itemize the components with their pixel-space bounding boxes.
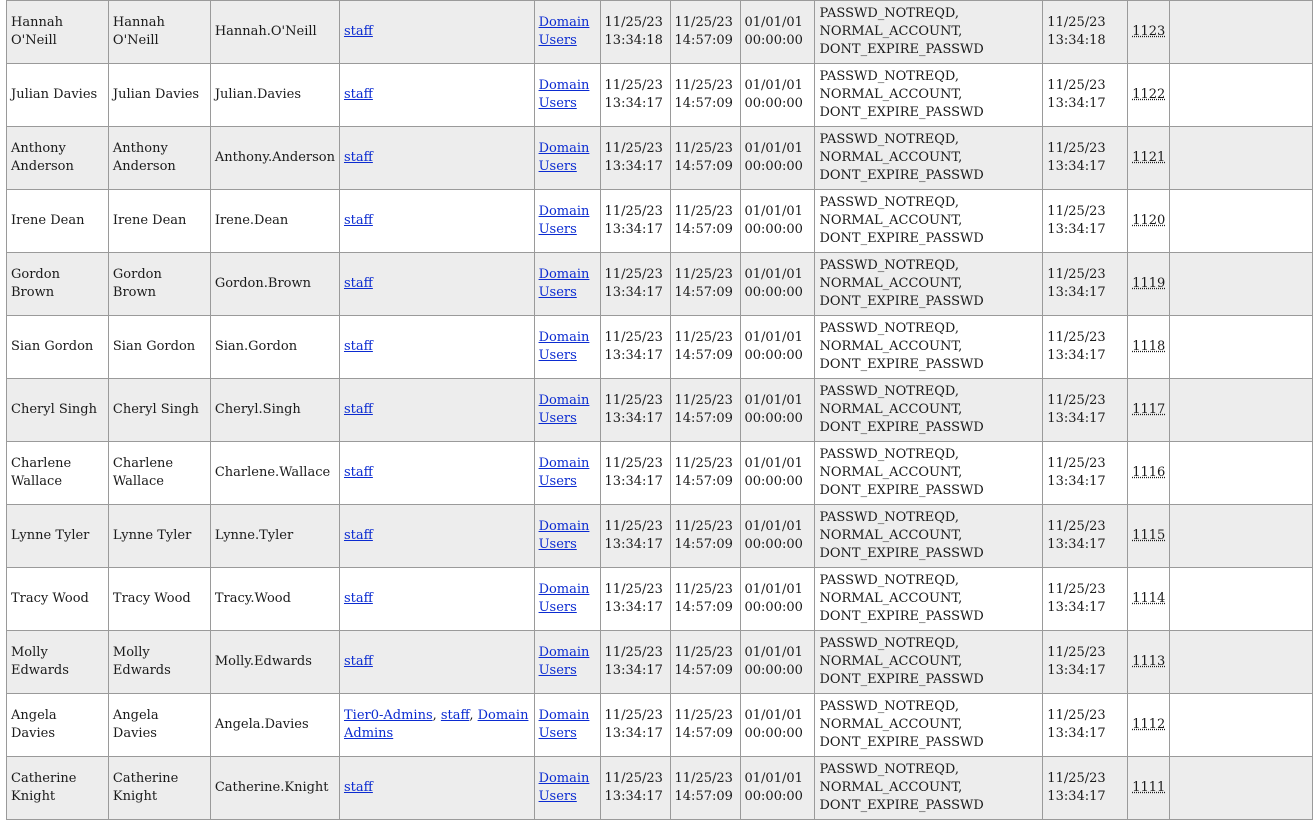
cell-description: [1170, 757, 1313, 820]
cell-rid: [1128, 505, 1170, 568]
cell-sam-account: Catherine.Knight: [210, 757, 339, 820]
cell-primary-group: [534, 316, 600, 379]
cell-pwd-last-set: 11/25/23 13:34:18: [1043, 1, 1128, 64]
rid-value: 1114: [1132, 591, 1166, 606]
cell-flags: PASSWD_NOTREQD, NORMAL_ACCOUNT, DONT_EXPIRE_PASSWD: [815, 127, 1043, 190]
cell-display-name: Lynne Tyler: [108, 505, 210, 568]
primary-group-link[interactable]: Domain Users: [538, 393, 590, 426]
cell-sam-account: Cheryl.Singh: [210, 379, 339, 442]
cell-member-of: [339, 1, 534, 64]
cell-member-of: [339, 190, 534, 253]
rid-value: 1120: [1132, 213, 1166, 228]
cell-expires: 01/01/01 00:00:00: [740, 253, 815, 316]
primary-group-link[interactable]: Domain Users: [538, 771, 590, 804]
cell-cn: Sian Gordon: [7, 316, 109, 379]
cell-created: 11/25/23 13:34:17: [600, 190, 670, 253]
cell-pwd-last-set: 11/25/23 13:34:17: [1043, 316, 1128, 379]
cell-expires: 01/01/01 00:00:00: [740, 1, 815, 64]
cell-display-name: Hannah O'Neill: [108, 1, 210, 64]
cell-rid: [1128, 127, 1170, 190]
table-row: [7, 442, 1313, 505]
cell-primary-group: [534, 631, 600, 694]
cell-description: [1170, 631, 1313, 694]
cell-sam-account: Tracy.Wood: [210, 568, 339, 631]
cell-rid: [1128, 631, 1170, 694]
cell-pwd-last-set: 11/25/23 13:34:17: [1043, 568, 1128, 631]
users-table: [6, 0, 1313, 820]
table-row: [7, 1, 1313, 64]
group-link[interactable]: staff: [440, 708, 470, 723]
table-row: [7, 253, 1313, 316]
cell-created: 11/25/23 13:34:17: [600, 568, 670, 631]
cell-display-name: Tracy Wood: [108, 568, 210, 631]
cell-expires: 01/01/01 00:00:00: [740, 505, 815, 568]
cell-display-name: Irene Dean: [108, 190, 210, 253]
cell-cn: Lynne Tyler: [7, 505, 109, 568]
cell-description: [1170, 505, 1313, 568]
primary-group-link[interactable]: Domain Users: [538, 267, 590, 300]
cell-primary-group: [534, 505, 600, 568]
cell-changed: 11/25/23 14:57:09: [670, 631, 740, 694]
group-link[interactable]: staff: [343, 780, 373, 795]
cell-member-of: [339, 631, 534, 694]
cell-created: 11/25/23 13:34:17: [600, 631, 670, 694]
cell-changed: 11/25/23 14:57:09: [670, 64, 740, 127]
cell-changed: 11/25/23 14:57:09: [670, 442, 740, 505]
cell-description: [1170, 253, 1313, 316]
cell-pwd-last-set: 11/25/23 13:34:17: [1043, 127, 1128, 190]
cell-expires: 01/01/01 00:00:00: [740, 568, 815, 631]
cell-pwd-last-set: 11/25/23 13:34:17: [1043, 64, 1128, 127]
group-link[interactable]: staff: [343, 339, 373, 354]
cell-expires: 01/01/01 00:00:00: [740, 127, 815, 190]
cell-flags: PASSWD_NOTREQD, NORMAL_ACCOUNT, DONT_EXPIRE_PASSWD: [815, 379, 1043, 442]
cell-changed: 11/25/23 14:57:09: [670, 316, 740, 379]
cell-display-name: Anthony Anderson: [108, 127, 210, 190]
cell-cn: Tracy Wood: [7, 568, 109, 631]
cell-sam-account: Irene.Dean: [210, 190, 339, 253]
cell-rid: [1128, 379, 1170, 442]
primary-group-link[interactable]: Domain Users: [538, 330, 590, 363]
cell-changed: 11/25/23 14:57:09: [670, 1, 740, 64]
cell-primary-group: [534, 253, 600, 316]
group-link[interactable]: staff: [343, 150, 373, 165]
cell-changed: 11/25/23 14:57:09: [670, 694, 740, 757]
cell-cn: Anthony Anderson: [7, 127, 109, 190]
cell-member-of: [339, 442, 534, 505]
primary-group-link[interactable]: Domain Users: [538, 78, 590, 111]
cell-sam-account: Anthony.Anderson: [210, 127, 339, 190]
cell-member-of: [339, 379, 534, 442]
group-link[interactable]: staff: [343, 276, 373, 291]
cell-pwd-last-set: 11/25/23 13:34:17: [1043, 442, 1128, 505]
cell-rid: [1128, 568, 1170, 631]
cell-created: 11/25/23 13:34:17: [600, 316, 670, 379]
cell-member-of: [339, 253, 534, 316]
cell-primary-group: [534, 379, 600, 442]
cell-flags: PASSWD_NOTREQD, NORMAL_ACCOUNT, DONT_EXPIRE_PASSWD: [815, 568, 1043, 631]
primary-group-link[interactable]: Domain Users: [538, 204, 590, 237]
cell-display-name: Sian Gordon: [108, 316, 210, 379]
cell-description: [1170, 190, 1313, 253]
cell-member-of: [339, 694, 534, 757]
table-row: [7, 757, 1313, 820]
primary-group-link[interactable]: Domain Users: [538, 708, 590, 741]
cell-expires: 01/01/01 00:00:00: [740, 379, 815, 442]
cell-cn: Gordon Brown: [7, 253, 109, 316]
cell-description: [1170, 1, 1313, 64]
cell-primary-group: [534, 1, 600, 64]
primary-group-link[interactable]: Domain Users: [538, 519, 590, 552]
cell-sam-account: Charlene.Wallace: [210, 442, 339, 505]
cell-rid: [1128, 757, 1170, 820]
table-row: [7, 694, 1313, 757]
cell-description: [1170, 442, 1313, 505]
group-link[interactable]: Domain Admins: [343, 708, 529, 741]
cell-created: 11/25/23 13:34:17: [600, 379, 670, 442]
cell-sam-account: Lynne.Tyler: [210, 505, 339, 568]
cell-description: [1170, 379, 1313, 442]
cell-display-name: Catherine Knight: [108, 757, 210, 820]
cell-cn: Molly Edwards: [7, 631, 109, 694]
cell-description: [1170, 316, 1313, 379]
group-link[interactable]: staff: [343, 24, 373, 39]
cell-display-name: Charlene Wallace: [108, 442, 210, 505]
cell-changed: 11/25/23 14:57:09: [670, 757, 740, 820]
group-link[interactable]: staff: [343, 402, 373, 417]
cell-display-name: Cheryl Singh: [108, 379, 210, 442]
cell-expires: 01/01/01 00:00:00: [740, 694, 815, 757]
cell-cn: Hannah O'Neill: [7, 1, 109, 64]
cell-changed: 11/25/23 14:57:09: [670, 127, 740, 190]
cell-cn: Cheryl Singh: [7, 379, 109, 442]
table-row: [7, 631, 1313, 694]
cell-created: 11/25/23 13:34:17: [600, 127, 670, 190]
table-row: [7, 379, 1313, 442]
cell-flags: PASSWD_NOTREQD, NORMAL_ACCOUNT, DONT_EXPIRE_PASSWD: [815, 190, 1043, 253]
rid-value: 1115: [1132, 528, 1166, 543]
cell-member-of: [339, 127, 534, 190]
cell-sam-account: Sian.Gordon: [210, 316, 339, 379]
cell-cn: Charlene Wallace: [7, 442, 109, 505]
cell-expires: 01/01/01 00:00:00: [740, 442, 815, 505]
cell-expires: 01/01/01 00:00:00: [740, 316, 815, 379]
group-separator: ,: [469, 708, 478, 723]
cell-display-name: Angela Davies: [108, 694, 210, 757]
cell-sam-account: Gordon.Brown: [210, 253, 339, 316]
cell-rid: [1128, 442, 1170, 505]
cell-cn: Irene Dean: [7, 190, 109, 253]
cell-pwd-last-set: 11/25/23 13:34:17: [1043, 253, 1128, 316]
cell-primary-group: [534, 442, 600, 505]
cell-changed: 11/25/23 14:57:09: [670, 190, 740, 253]
cell-pwd-last-set: 11/25/23 13:34:17: [1043, 379, 1128, 442]
cell-rid: [1128, 253, 1170, 316]
cell-changed: 11/25/23 14:57:09: [670, 568, 740, 631]
cell-primary-group: [534, 568, 600, 631]
cell-expires: 01/01/01 00:00:00: [740, 64, 815, 127]
cell-created: 11/25/23 13:34:17: [600, 253, 670, 316]
cell-created: 11/25/23 13:34:17: [600, 694, 670, 757]
cell-description: [1170, 127, 1313, 190]
cell-member-of: [339, 64, 534, 127]
cell-changed: 11/25/23 14:57:09: [670, 253, 740, 316]
rid-value: 1119: [1132, 276, 1166, 291]
cell-rid: [1128, 694, 1170, 757]
users-table-body: [7, 1, 1313, 820]
cell-display-name: Julian Davies: [108, 64, 210, 127]
cell-primary-group: [534, 694, 600, 757]
cell-member-of: [339, 757, 534, 820]
rid-value: 1123: [1132, 24, 1166, 39]
cell-pwd-last-set: 11/25/23 13:34:17: [1043, 631, 1128, 694]
cell-created: 11/25/23 13:34:17: [600, 442, 670, 505]
cell-expires: 01/01/01 00:00:00: [740, 757, 815, 820]
primary-group-link[interactable]: Domain Users: [538, 15, 590, 48]
cell-flags: PASSWD_NOTREQD, NORMAL_ACCOUNT, DONT_EXPIRE_PASSWD: [815, 631, 1043, 694]
rid-value: 1117: [1132, 402, 1166, 417]
group-link[interactable]: staff: [343, 465, 373, 480]
table-row: [7, 127, 1313, 190]
cell-flags: PASSWD_NOTREQD, NORMAL_ACCOUNT, DONT_EXPIRE_PASSWD: [815, 316, 1043, 379]
cell-flags: PASSWD_NOTREQD, NORMAL_ACCOUNT, DONT_EXPIRE_PASSWD: [815, 442, 1043, 505]
table-row: [7, 190, 1313, 253]
cell-pwd-last-set: 11/25/23 13:34:17: [1043, 505, 1128, 568]
table-row: [7, 64, 1313, 127]
cell-cn: Angela Davies: [7, 694, 109, 757]
cell-display-name: Molly Edwards: [108, 631, 210, 694]
cell-member-of: [339, 316, 534, 379]
rid-value: 1112: [1132, 717, 1166, 732]
cell-flags: PASSWD_NOTREQD, NORMAL_ACCOUNT, DONT_EXPIRE_PASSWD: [815, 757, 1043, 820]
group-link[interactable]: staff: [343, 213, 373, 228]
cell-sam-account: Hannah.O'Neill: [210, 1, 339, 64]
cell-pwd-last-set: 11/25/23 13:34:17: [1043, 190, 1128, 253]
primary-group-link[interactable]: Domain Users: [538, 582, 590, 615]
group-link[interactable]: staff: [343, 591, 373, 606]
rid-value: 1121: [1132, 150, 1166, 165]
cell-created: 11/25/23 13:34:18: [600, 1, 670, 64]
cell-primary-group: [534, 64, 600, 127]
table-row: [7, 568, 1313, 631]
rid-value: 1118: [1132, 339, 1166, 354]
cell-rid: [1128, 64, 1170, 127]
cell-flags: PASSWD_NOTREQD, NORMAL_ACCOUNT, DONT_EXPIRE_PASSWD: [815, 694, 1043, 757]
cell-description: [1170, 694, 1313, 757]
cell-created: 11/25/23 13:34:17: [600, 505, 670, 568]
cell-created: 11/25/23 13:34:17: [600, 64, 670, 127]
rid-value: 1116: [1132, 465, 1166, 480]
cell-cn: Julian Davies: [7, 64, 109, 127]
rid-value: 1113: [1132, 654, 1166, 669]
cell-primary-group: [534, 127, 600, 190]
cell-flags: PASSWD_NOTREQD, NORMAL_ACCOUNT, DONT_EXPIRE_PASSWD: [815, 1, 1043, 64]
group-link[interactable]: staff: [343, 654, 373, 669]
group-link[interactable]: Tier0-Admins: [343, 708, 433, 723]
cell-cn: Catherine Knight: [7, 757, 109, 820]
rid-value: 1111: [1132, 780, 1166, 795]
cell-sam-account: Angela.Davies: [210, 694, 339, 757]
group-link[interactable]: staff: [343, 87, 373, 102]
cell-member-of: [339, 568, 534, 631]
cell-display-name: Gordon Brown: [108, 253, 210, 316]
cell-description: [1170, 568, 1313, 631]
cell-expires: 01/01/01 00:00:00: [740, 190, 815, 253]
cell-pwd-last-set: 11/25/23 13:34:17: [1043, 757, 1128, 820]
cell-pwd-last-set: 11/25/23 13:34:17: [1043, 694, 1128, 757]
cell-flags: PASSWD_NOTREQD, NORMAL_ACCOUNT, DONT_EXPIRE_PASSWD: [815, 505, 1043, 568]
cell-flags: PASSWD_NOTREQD, NORMAL_ACCOUNT, DONT_EXPIRE_PASSWD: [815, 64, 1043, 127]
table-row: [7, 505, 1313, 568]
cell-changed: 11/25/23 14:57:09: [670, 379, 740, 442]
rid-value: 1122: [1132, 87, 1166, 102]
primary-group-link[interactable]: Domain Users: [538, 141, 590, 174]
cell-created: 11/25/23 13:34:17: [600, 757, 670, 820]
table-row: [7, 316, 1313, 379]
primary-group-link[interactable]: Domain Users: [538, 456, 590, 489]
group-separator: ,: [432, 708, 441, 723]
cell-rid: [1128, 1, 1170, 64]
cell-flags: PASSWD_NOTREQD, NORMAL_ACCOUNT, DONT_EXPIRE_PASSWD: [815, 253, 1043, 316]
primary-group-link[interactable]: Domain Users: [538, 645, 590, 678]
cell-member-of: [339, 505, 534, 568]
cell-sam-account: Julian.Davies: [210, 64, 339, 127]
cell-rid: [1128, 190, 1170, 253]
cell-changed: 11/25/23 14:57:09: [670, 505, 740, 568]
cell-rid: [1128, 316, 1170, 379]
cell-sam-account: Molly.Edwards: [210, 631, 339, 694]
cell-primary-group: [534, 757, 600, 820]
cell-expires: 01/01/01 00:00:00: [740, 631, 815, 694]
cell-description: [1170, 64, 1313, 127]
group-link[interactable]: staff: [343, 528, 373, 543]
cell-primary-group: [534, 190, 600, 253]
